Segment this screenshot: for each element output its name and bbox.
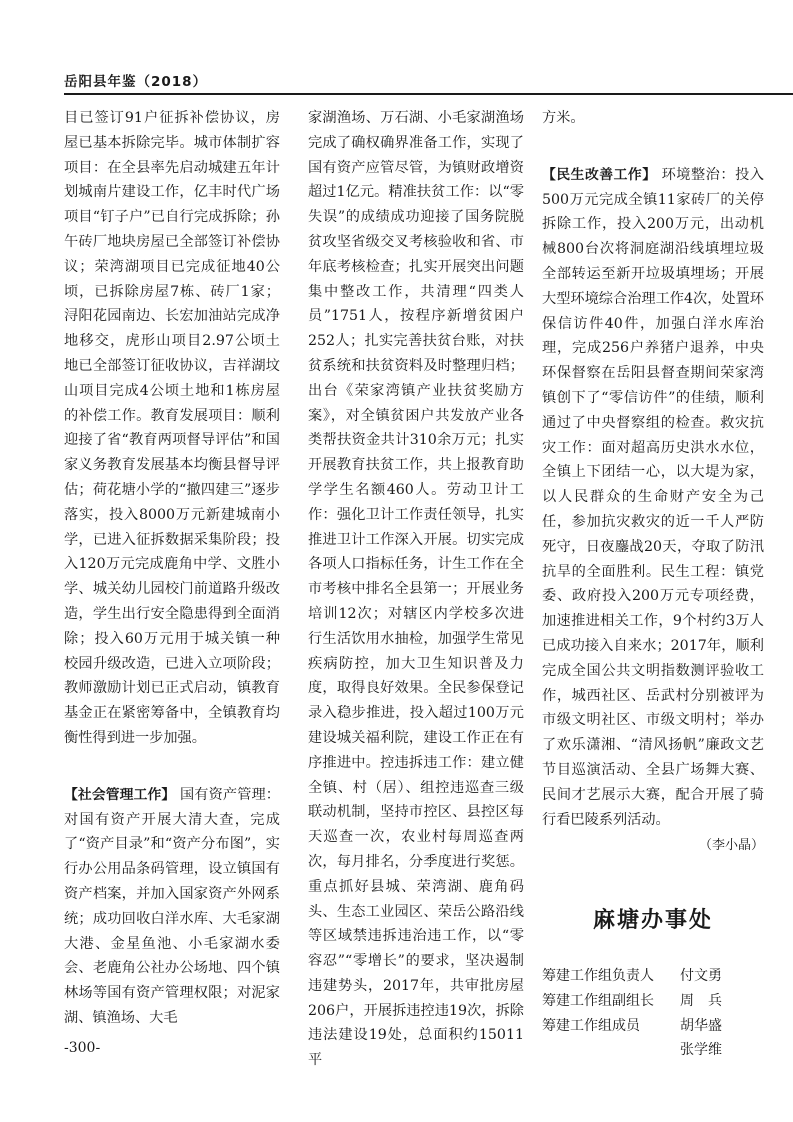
office-title: 麻塘办事处 — [592, 908, 713, 934]
paragraph-body: 国有资产管理：对国有资产开展大清大查，完成了“资产目录”和“资产分布图”，实行办公用品条码管理，设立镇国有资产档案，并加入国家资产外网系统；成功回收白洋水库、大毛家湖大港、金星鱼池、小毛家湖水委会、老鹿角公社办公场地、四个镇林场等国有资产管理权限；对泥家湖、镇渔场、大毛 — [64, 786, 280, 1026]
staff-role — [542, 1038, 680, 1063]
section-heading: 【民生改善工作】 — [542, 166, 657, 183]
staff-name: 胡华盛 — [680, 1017, 722, 1034]
staff-row — [542, 964, 764, 989]
page-number: -300- — [64, 1040, 101, 1056]
paragraph: 家湖渔场、万石湖、小毛家湖渔场完成了确权确界准备工作，实现了国有资产应管尽管，为镇财政增资超过1亿元。精准扶贫工作：以“零失误”的成绩成功迎接了国务院脱贫攻坚省级交叉考核验收和省、市年底考核检查；扎实开展突出问题集中整改工作，共清理“四类人员”1751人，按程序新增贫困户252人；扎实完善扶贫台账，对扶贫系统和扶贫资料及时整理归档；出台《荣家湾镇产业扶贫奖励方案》，对全镇贫困户共发放产业各类帮扶资金共计310余万元；扎实开展教育扶贫工作，共上报教育助学学生名额460人。劳动卫计工作：强化卫计工作责任领导，扎实推进卫计工作深入开展。切实完成各项人口指标任务，计生工作在全市考核中排名全县第一；开展业务培训12次；对辖区内学校多次进行生活饮用水抽检，加强学生常见疾病防控，加大卫生知识普及力度，取得良好效果。全民参保登记录入稳步推进，投入超过100万元建设城关福利院，建设工作正在有序推进中。控违拆违工作：建立健全镇、村（居）、组控违巡查三级联动机制，坚持市控区、县控区每天巡查一次，农业村每周巡查两次，每月排名，分季度进行奖惩。重点抓好县城、荣湾湖、鹿角码头、生态工业园区、荣岳公路沿线等区域禁违拆违治违工作，以“零容忍”“零增长”的要求，坚决遏制违建势头，2017年，共审批房屋206户，开展拆违控违19次，拆除违法建设19处，总面积约15011平 — [308, 110, 524, 1069]
column-3 — [542, 106, 764, 1063]
staff-list — [542, 964, 764, 1063]
column-2 — [308, 106, 524, 1073]
staff-name: 付文勇 — [680, 967, 722, 984]
staff-name: 周 兵 — [680, 992, 722, 1009]
section-heading: 【社会管理工作】 — [64, 786, 176, 803]
paragraph: 目已签订91户征拆补偿协议，房屋已基本拆除完毕。城市体制扩容项目：在全县率先启动城建五年计划城南片建设工作，亿丰时代广场项目“钉子户”已自行完成拆除；孙午砖厂地块房屋已全部签订补偿协议；荣湾湖项目已完成征地40公顷，已拆除房屋7栋、砖厂1家；浔阳花园南边、长宏加油站完成净地移交，虎形山项目2.97公顷土地已全部签订征收协议，吉祥湖坟山项目完成4公顷土地和1栋房屋的补偿工作。教育发展项目：顺利迎接了省“教育两项督导评估”和国家义务教育发展基本均衡县督导评估；荷花塘小学的“撤四建三”逐步落实，投入8000万元新建城南小学，已进入征拆数据采集阶段；投入120万元完成鹿角中学、文胜小学、城关幼儿园校门前道路升级改造，学生出行安全隐患得到全面消除；投入60万元用于城关镇一种校园升级改造，已进入立项阶段；教师激励计划已正式启动，镇教育基金正在紧密筹备中，全镇教育均衡性得到进一步加强。 — [64, 110, 280, 746]
paragraph: 方米。 — [542, 110, 585, 126]
staff-role: 筹建工作组副组长 — [542, 992, 654, 1009]
column-1 — [64, 106, 280, 1031]
staff-role: 筹建工作组负责人 — [542, 967, 654, 984]
paragraph-body: 环境整治：投入500万元完成全镇11家砖厂的关停拆除工作，投入200万元，出动机械800台次将洞庭湖沿线填埋垃圾全部转运至新开垃圾填埋场；开展大型环境综合治理工作4次，处置环保信访件40件，加强白洋水库治理，完成256户养猪户退养，中央环保督察在岳阳县督查期间荣家湾镇创下了“零信访件”的佳绩，顺利通过了中央督察组的检查。救灾抗灾工作：面对超高历史洪水水位，全镇上下团结一心，以大堤为家，以人民群众的生命财产安全为己任，参加抗灾救灾的近一千人严防死守，日夜鏖战20天，夺取了防汛抗旱的全面胜利。民生工程：镇党委、政府投入200万元专项经费，加速推进相关工作，9个村约3万人已成功接入自来水；2017年，顺利完成全国公共文明指数测评验收工作，城西社区、岳武村分别被评为市级文明社区、市级文明村；举办了欢乐潇湘、“清风扬帆”廉政文艺节目巡演活动、全县广场舞大赛、民间才艺展示大赛，配合开展了骑行看巴陵系列活动。 — [542, 166, 764, 828]
running-header: 岳阳县年鉴（2018） — [64, 74, 208, 90]
staff-name: 张学维 — [680, 1042, 722, 1059]
header-rule — [64, 93, 793, 95]
staff-row — [542, 1014, 764, 1039]
paragraph-livelihood — [542, 163, 764, 833]
staff-row — [542, 989, 764, 1014]
paragraph-social-management — [64, 783, 280, 1031]
staff-role: 筹建工作组成员 — [542, 1017, 640, 1034]
author-credit: （李小晶） — [698, 838, 764, 854]
staff-row — [542, 1038, 764, 1063]
